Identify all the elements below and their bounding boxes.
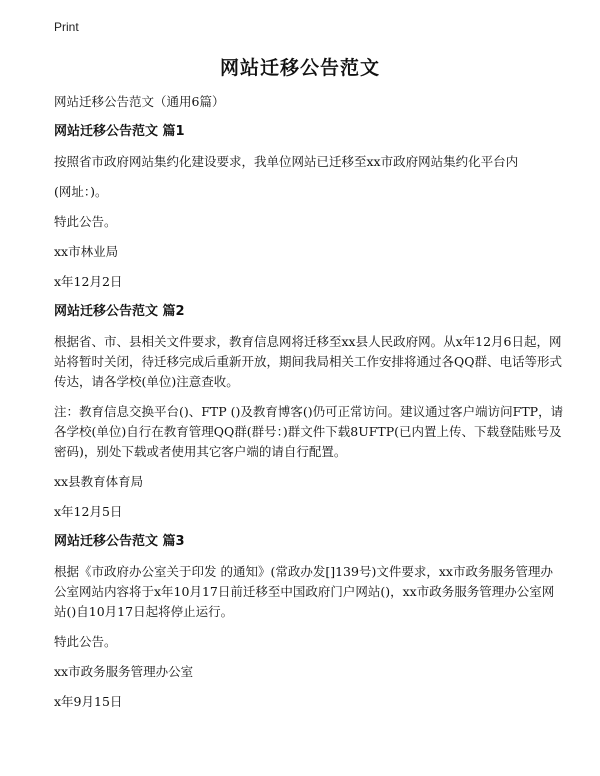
- section-heading: 网站迁移公告范文 篇3: [54, 534, 185, 549]
- section-heading: 网站迁移公告范文 篇2: [54, 304, 185, 319]
- document-body: [54, 92, 564, 722]
- paragraph: 按照省市政府网站集约化建设要求，我单位网站已迁移至xx市政府网站集约化平台内: [54, 154, 519, 169]
- print-link[interactable]: Print: [54, 20, 79, 34]
- signature-org: xx市林业局: [54, 244, 119, 259]
- signature-org: xx市政务服务管理办公室: [54, 664, 194, 679]
- paragraph: 根据省、市、县相关文件要求，教育信息网将迁移至xx县人民政府网。从x年12月6日起，网站将暂时关闭，待迁移完成后重新开放，期间我局相关工作安排将通过各QQ群、电话等形式传达，请各学校(单位)注意查收。: [54, 334, 562, 389]
- signature-org: xx县教育体育局: [54, 474, 144, 489]
- paragraph: 注：教育信息交换平台()、FTP ()及教育博客()仍可正常访问。建议通过客户端访问FTP，请各学校(单位)自行在教育管理QQ群(群号：)群文件下载8UFTP(已内置上传、下载登陆账号及密码)，别处下载或者使用其它客户端的请自行配置。: [54, 404, 564, 459]
- paragraph: 根据《市政府办公室关于印发 的通知》(常政办发[]139号)文件要求，xx市政务服务管理办公室网站内容将于x年10月17日前迁移至中国政府门户网站()，xx市政务服务管理办公室网站()自10月17日起将停止运行。: [54, 564, 555, 619]
- section-heading: 网站迁移公告范文 篇1: [54, 124, 185, 139]
- signature-date: x年12月5日: [54, 504, 123, 519]
- document-title: 网站迁移公告范文: [219, 57, 380, 79]
- signature-date: x年9月15日: [54, 694, 123, 709]
- paragraph: 特此公告。: [54, 214, 117, 229]
- document-subtitle: 网站迁移公告范文（通用6篇）: [54, 94, 225, 109]
- paragraph: 特此公告。: [54, 634, 117, 649]
- paragraph: (网址：)。: [54, 184, 108, 199]
- signature-date: x年12月2日: [54, 274, 123, 289]
